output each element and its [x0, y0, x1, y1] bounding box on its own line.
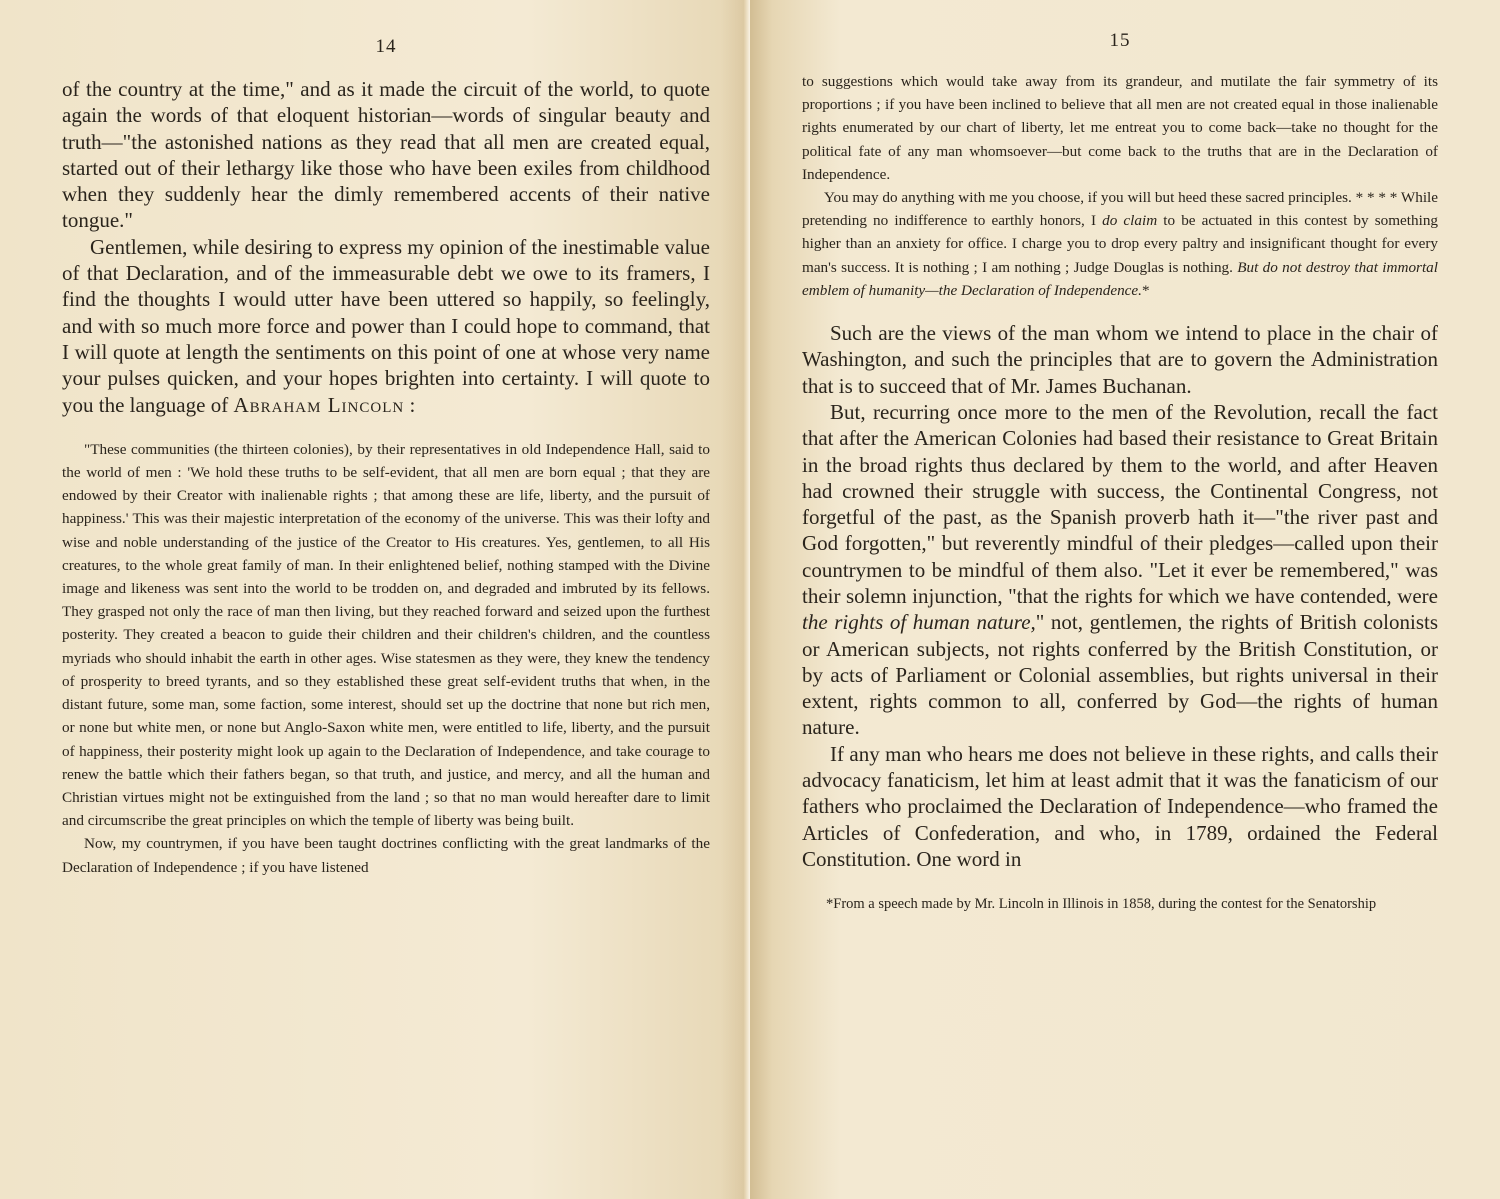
quote-emphasis: do claim	[1102, 212, 1158, 230]
page-number: 14	[375, 36, 397, 57]
block-quote: Now, my countrymen, if you have been taught doctrines conflicting with the great landmarks of the Declaration of Independence ; if you have listened	[62, 835, 710, 876]
quote-text: You may do anything with me you choose, if you will but heed these sacred principles. * * * * While pretending no indifference to earthly honors, I	[802, 189, 1439, 230]
paragraph: Such are the views of the man whom we intend to place in the chair of Washington, and such the principles that are to govern the Administration that is to succeed that of Mr. James Buchanan.	[802, 321, 1438, 398]
paragraph	[802, 399, 1438, 741]
paragraph-emphasis: the rights of human nature,	[802, 610, 1036, 635]
paragraph: of the country at the time," and as it made the circuit of the world, to quote again the words of that eloquent historian—words of singular beauty and truth—"the astonished nations as they read that all men are created equal, started out of their lethargy like those who have been exiles from childhood when they suddenly hear the dimly remembered accents of their native tongue."	[62, 77, 710, 233]
footnote: *From a speech made by Mr. Lincoln in Illinois in 1858, during the contest for the Senatorship	[826, 896, 1377, 913]
paragraph-text: " not, gentlemen, the rights of British colonists or American subjects, not rights conferred by the British Constitution, or by acts of Parliament or Colonial assemblies, but rights universal in their extent, rights common to all, conferred by God—the rights of human nature.	[802, 610, 1439, 740]
block-quote	[802, 186, 1438, 302]
page-number: 15	[1109, 30, 1131, 51]
paragraph-text: :	[404, 392, 416, 417]
quote-text: to be actuated in this contest by something higher than an anxiety for office. I charge you to drop every paltry and insignificant thought for every man's success. It is nothing ; I am nothing ; Judge Douglas is nothing.	[802, 212, 1439, 276]
right-page	[750, 0, 1500, 1199]
footnote-marker: *	[1141, 281, 1150, 299]
block-quote: "These communities (the thirteen colonies), by their representatives in old Independence Hall, said to the world of men : 'We hold these truths to be self-evident, that all men are born equal ; that they are endowed by their Creator with inalienable rights ; that among these are life, liberty, and the pursuit of happiness.' This was their majestic interpretation of the economy of the universe. This was their lofty and wise and noble understanding of the justice of the Creator to His creatures. Yes, gentlemen, to all His creatures, to the whole great family of man. In their enlightened belief, nothing stamped with the Divine image and likeness was sent into the world to be trodden on, and degraded and imbruted by its fellows. They grasped not only the race of man then living, but they reached forward and seized upon the furthest posterity. They created a beacon to guide their children and their children's children, and the countless myriads who should inhabit the earth in other ages. Wise statesmen as they were, they knew the tendency of prosperity to breed tyrants, and so they established these great self-evident truths that when, in the distant future, some man, some faction, some interest, should set up the doctrine that none but rich men, or none but white men, or none but Anglo-Saxon white men, were entitled to life, liberty, and the pursuit of happiness, their posterity might look up again to the Declaration of Independence, and take courage to renew the battle which their fathers began, so that truth, and justice, and mercy, and all the human and Christian virtues might not be extinguished from the land ; so that no man would hereafter dare to limit and circumscribe the great principles on which the temple of liberty was being built.	[62, 440, 710, 830]
paragraph-text: Gentlemen, while desiring to express my opinion of the inestimable value of that Declaration, and of the immeasurable debt we owe to its framers, I find the thoughts I would utter have been uttered so happily, so feelingly, and with so much more force and power than I could hope to command, that I will quote at length the sentiments on this point of one at whose very name your pulses quicken, and your hopes brighten into certainty. I will quote to you the language of	[62, 234, 710, 417]
paragraph-text: But, recurring once more to the men of the Revolution, recall the fact that after the American Colonies had based their resistance to Great Britain in the broad rights thus declared by them to the world, and after Heaven had crowned their struggle with success, the Continental Congress, not forgetful of the past, as the Spanish proverb hath it—"the river past and God forgotten," but reverently mindful of their pledges—called upon their countrymen to be mindful of them also. "Let it ever be remembered," was their solemn injunction, "that the rights for which we have contended, were	[802, 399, 1438, 608]
block-quote: to suggestions which would take away from its grandeur, and mutilate the fair symmetry of its proportions ; if you have been inclined to believe that all men are not created equal in those inalienable rights enumerated by our chart of liberty, let me entreat you to come back—take no thought for the political fate of any man whomsoever—but come back to the truths that are in the Declaration of Independence.	[802, 73, 1438, 183]
paragraph	[62, 234, 710, 418]
author-name: Abraham Lincoln	[233, 392, 405, 417]
quote-emphasis: But do not destroy that immortal emblem of humanity—the Declaration of Independence.	[802, 258, 1438, 299]
paragraph: If any man who hears me does not believe in these rights, and calls their advocacy fanaticism, let him at least admit that it was the fanaticism of our fathers who proclaimed the Declaration of Independence—who framed the Articles of Confederation, and who, in 1789, ordained the Federal Constitution. One word in	[802, 741, 1438, 871]
